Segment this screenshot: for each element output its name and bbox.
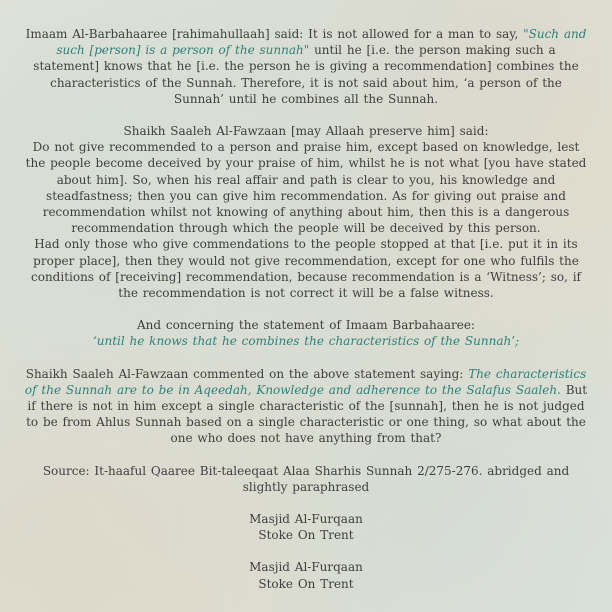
fawzaan-comment-intro: Shaikh Saaleh Al-Fawzaan commented on the above statement saying: [25, 366, 469, 381]
source-citation: Source: It-haaful Qaaree Bit-taleeqaat Alaa Sharhis Sunnah 2/275-276. abridged and slightly paraphrased [42, 463, 570, 494]
signature-masjid: Masjid Al-Furqaan [249, 512, 363, 527]
fawzaan-comment-quote: The characteristics of the Sunnah are to be in Aqeedah, Knowledge and adherence to the Salafus Saaleh. [24, 366, 587, 397]
signature-city: Stoke On Trent [258, 528, 354, 543]
barbahaaree-quote: "Such and such [person] is a person of the sunnah" [56, 27, 587, 58]
signature-city-repeat: Stoke On Trent [258, 576, 354, 591]
article-text [24, 26, 588, 592]
fawzaan-comment-paragraph [24, 366, 588, 447]
signature-masjid-repeat: Masjid Al-Furqaan [249, 560, 363, 575]
fawzaan-paragraph-2: Had only those who give commendations to the people stopped at that [i.e. put it in its proper place], then they would not give recommendation, except for one who fulfils the conditions of [receiving] recommendation, because recommendation is a ‘Witness’; so, if the recommendation is not correct it will be a false witness. [31, 237, 581, 301]
barbahaaree-statement-quote: ‘until he knows that he combines the characteristics of the Sunnah’; [92, 334, 520, 349]
fawzaan-paragraph: Do not give recommended to a person and praise him, except based on knowledge, lest the people become deceived by your praise of him, whilst he is not what [you have stated about him]. So, when his real affair and path is clear to you, his knowledge and steadfastness; then you can give him recommendation. As for giving out praise and recommendation whilst not knowing of anything about him, then this is a dangerous recommendation through which the people will be deceived by this person. [25, 140, 587, 236]
concerning-heading: And concerning the statement of Imaam Barbahaaree: [137, 318, 475, 333]
fawzaan-comment-rest: But if there is not in him except a single characteristic of the [sunnah], then he is not judged to be from Ahlus Sunnah based on a single characteristic or one thing, so what about the one who does not have anything from that? [26, 382, 588, 446]
barbahaaree-paragraph [24, 26, 588, 107]
barbahaaree-rest: until he [i.e. the person making such a statement] knows that he [i.e. the person he is giving a recommendation] combines the characteristics of the Sunnah. Therefore, it is not said about him, ‘a person of the Sunnah’ until he combines all the Sunnah. [33, 43, 579, 106]
barbahaaree-intro: Imaam Al-Barbahaaree [rahimahullaah] said: It is not allowed for a man to say, [25, 27, 524, 41]
fawzaan-heading: Shaikh Saaleh Al-Fawzaan [may Allaah preserve him] said: [123, 124, 489, 139]
